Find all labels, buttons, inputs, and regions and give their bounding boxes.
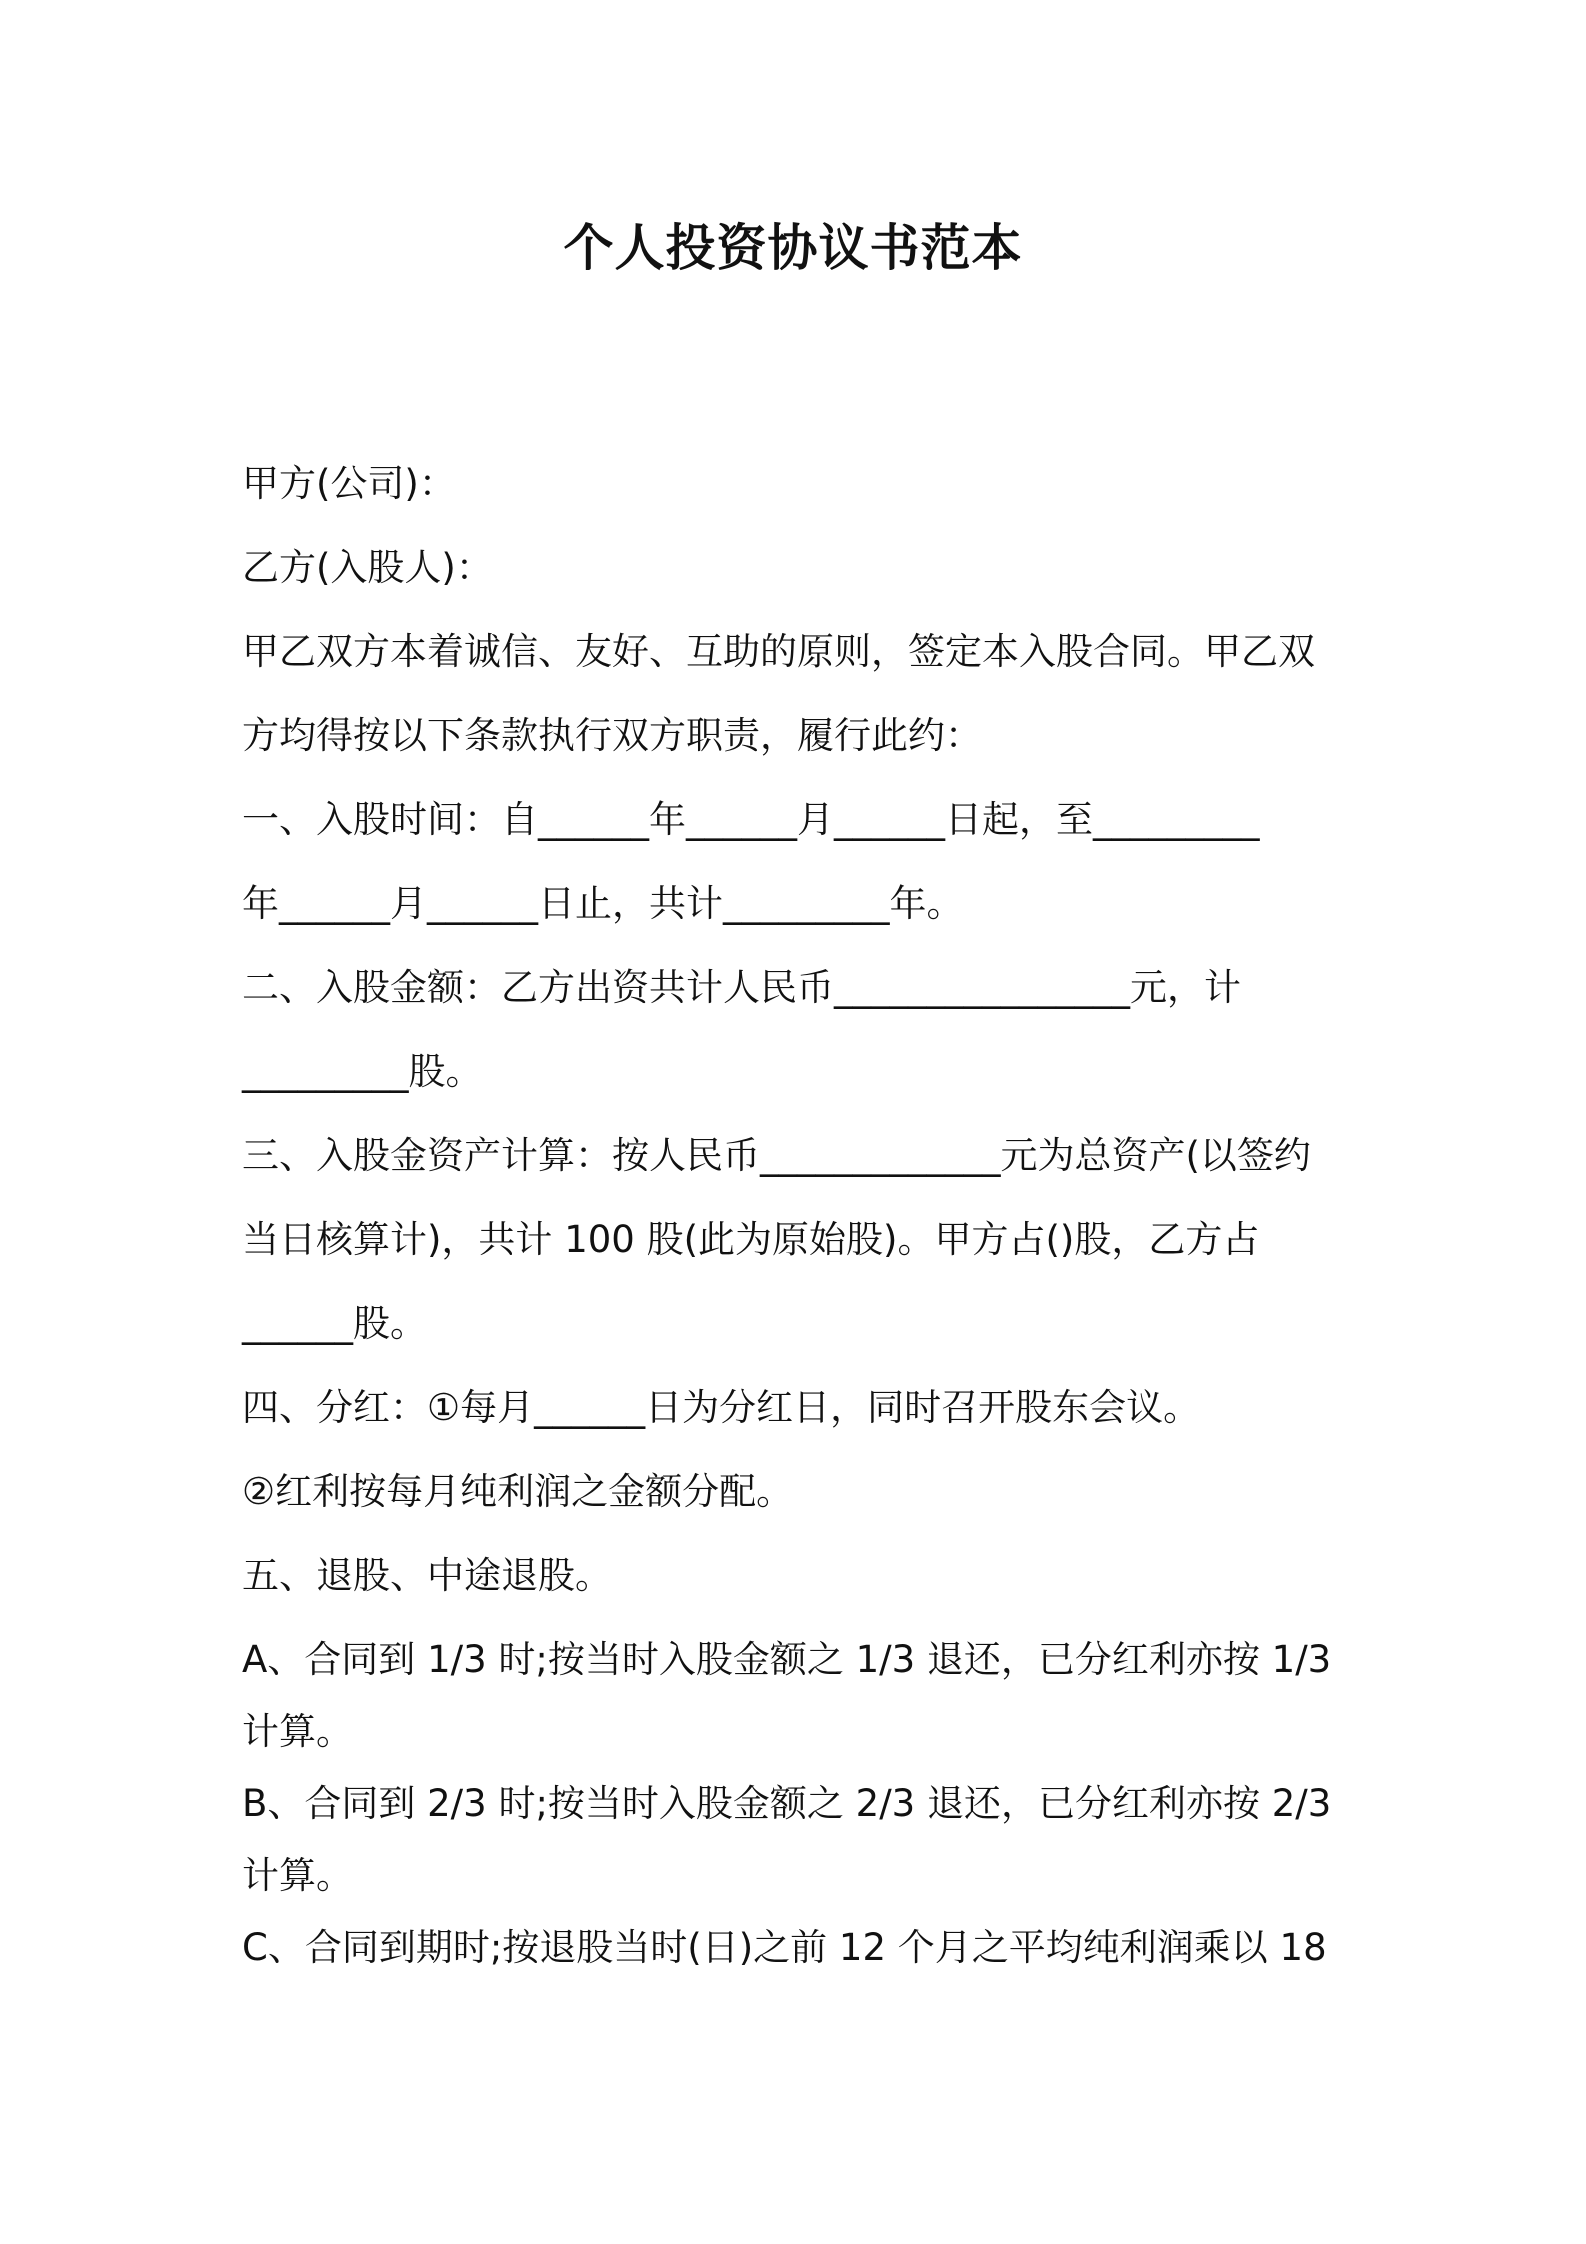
preamble-line-1: 甲乙双方本着诚信、友好、互助的原则，签定本入股合同。甲乙双	[242, 630, 1315, 673]
party-a-line: 甲方(公司)：	[242, 462, 456, 505]
clause-2-line-1: 二、入股金额：乙方出资共计人民币________________元，计	[242, 966, 1241, 1009]
clause-4-line-2: ②红利按每月纯利润之金额分配。	[242, 1470, 794, 1513]
party-b-line: 乙方(入股人)：	[242, 546, 493, 589]
clause-3-line-2: 当日核算计)，共计 100 股(此为原始股)。甲方占()股，乙方占	[242, 1218, 1260, 1261]
clause-5a-line-2: 计算。	[242, 1710, 353, 1753]
clause-3-line-1: 三、入股金资产计算：按人民币_____________元为总资产(以签约	[242, 1134, 1311, 1177]
document-body	[242, 442, 1352, 1990]
clause-5-heading: 五、退股、中途退股。	[242, 1554, 612, 1597]
preamble-line-2: 方均得按以下条款执行双方职责，履行此约：	[242, 714, 982, 757]
clause-2-line-2: _________股。	[242, 1050, 483, 1093]
clause-3-line-3: ______股。	[242, 1302, 427, 1345]
clause-4-line-1: 四、分红：①每月______日为分红日，同时召开股东会议。	[242, 1386, 1201, 1429]
clause-1-line-1: 一、入股时间：自______年______月______日起，至_________	[242, 798, 1260, 841]
clause-5c-line-1: C、合同到期时;按退股当时(日)之前 12 个月之平均纯利润乘以 18	[242, 1926, 1327, 1969]
clause-5b-line-2: 计算。	[242, 1854, 353, 1897]
clause-5a-line-1: A、合同到 1/3 时;按当时入股金额之 1/3 退还，已分红利亦按 1/3	[242, 1638, 1332, 1681]
clause-5b-line-1: B、合同到 2/3 时;按当时入股金额之 2/3 退还，已分红利亦按 2/3	[242, 1782, 1332, 1825]
clause-1-line-2: 年______月______日止，共计_________年。	[242, 882, 964, 925]
document-title: 个人投资协议书范本	[563, 219, 1023, 277]
